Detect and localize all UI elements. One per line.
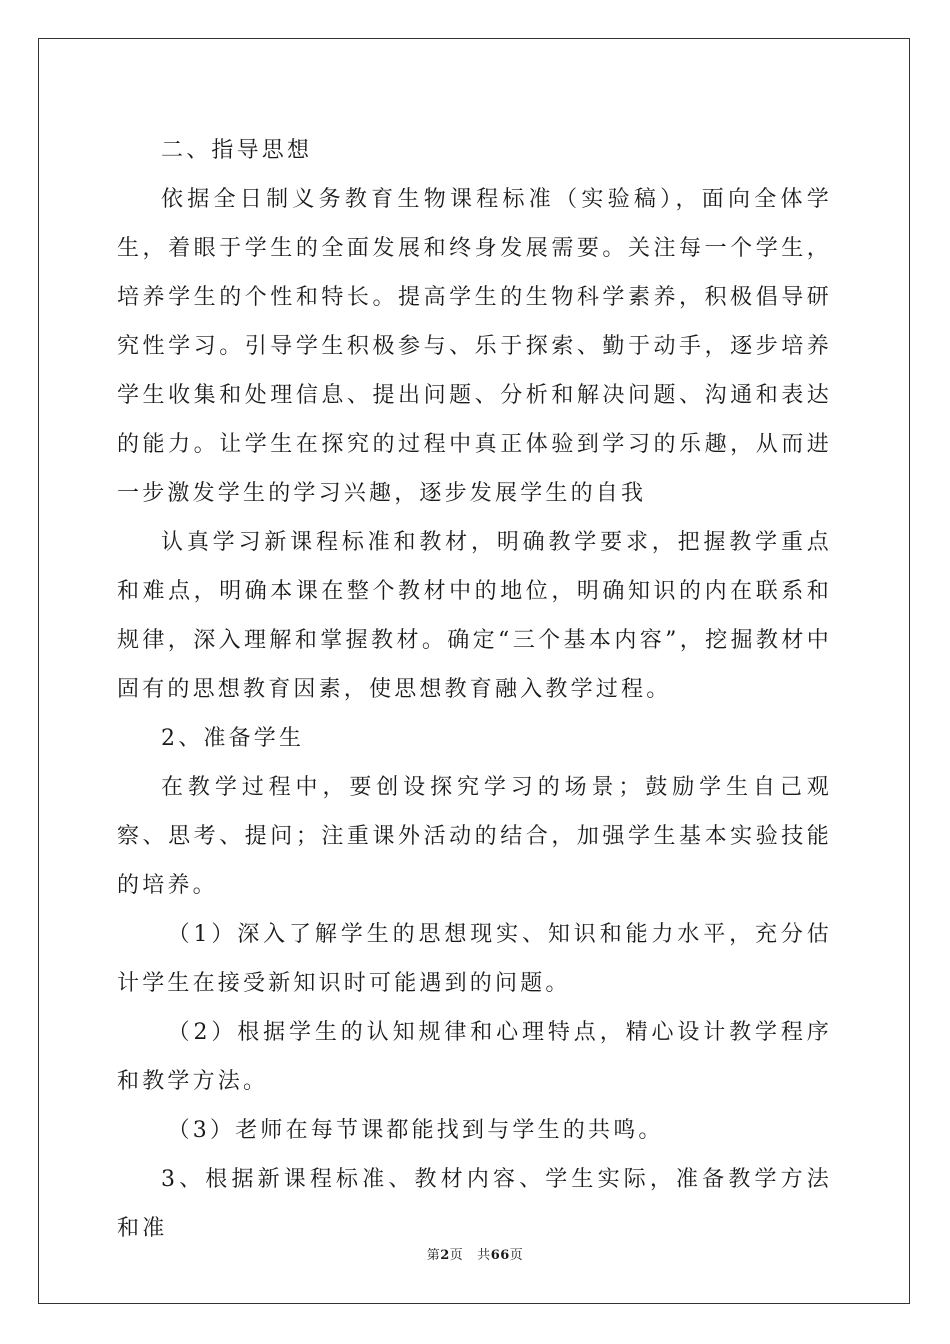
page-footer [0,1247,950,1265]
section-heading-guiding-ideology: 二、指导思想 [161,138,313,163]
page-prefix: 第 [426,1248,441,1263]
paragraph-study-curriculum: 认真学习新课程标准和教材，明确教学要求，把握教学重点和难点，明确本课在整个教材中的地位，明确知识的内在联系和规律，深入理解和掌握教材。确定“三个基本内容”，挖掘教材中固有的思想教育因素，使思想教育融入教学过程。 [117,530,832,702]
list-item-1: （1）深入了解学生的思想现实、知识和能力水平，充分估计学生在接受新知识时可能遇到的问题。 [117,922,832,996]
total-prefix: 共 [477,1248,491,1263]
paragraph-guiding-ideology: 依据全日制义务教育生物课程标准（实验稿），面向全体学生，着眼于学生的全面发展和终身发展需要。关注每一个学生，培养学生的个性和特长。提高学生的生物科学素养，积极倡导研究性学习。引导学生积极参与、乐于探索、勤于动手，逐步培养学生收集和处理信息、提出问题、分析和解决问题、沟通和表达的能力。让学生在探究的过程中真正体验到学习的乐趣，从而进一步激发学生的学习兴趣，逐步发展学生的自我 [117,187,832,506]
section-heading-teaching-methods: 3、根据新课程标准、教材内容、学生实际，准备教学方法和准 [117,1167,832,1241]
list-item-3: （3）老师在每节课都能找到与学生的共鸣。 [167,1118,664,1143]
total-suffix: 页 [509,1248,524,1263]
document-body [117,126,832,1253]
page-number: 2 [440,1248,450,1263]
paragraph-teaching-process: 在教学过程中，要创设探究学习的场景；鼓励学生自己观察、思考、提问；注重课外活动的结合，加强学生基本实验技能的培养。 [117,775,832,898]
page-suffix: 页 [449,1248,464,1263]
list-item-2: （2）根据学生的认知规律和心理特点，精心设计教学程序和教学方法。 [117,1020,832,1094]
section-heading-prepare-students: 2、准备学生 [161,726,305,751]
total-pages: 66 [490,1248,510,1263]
